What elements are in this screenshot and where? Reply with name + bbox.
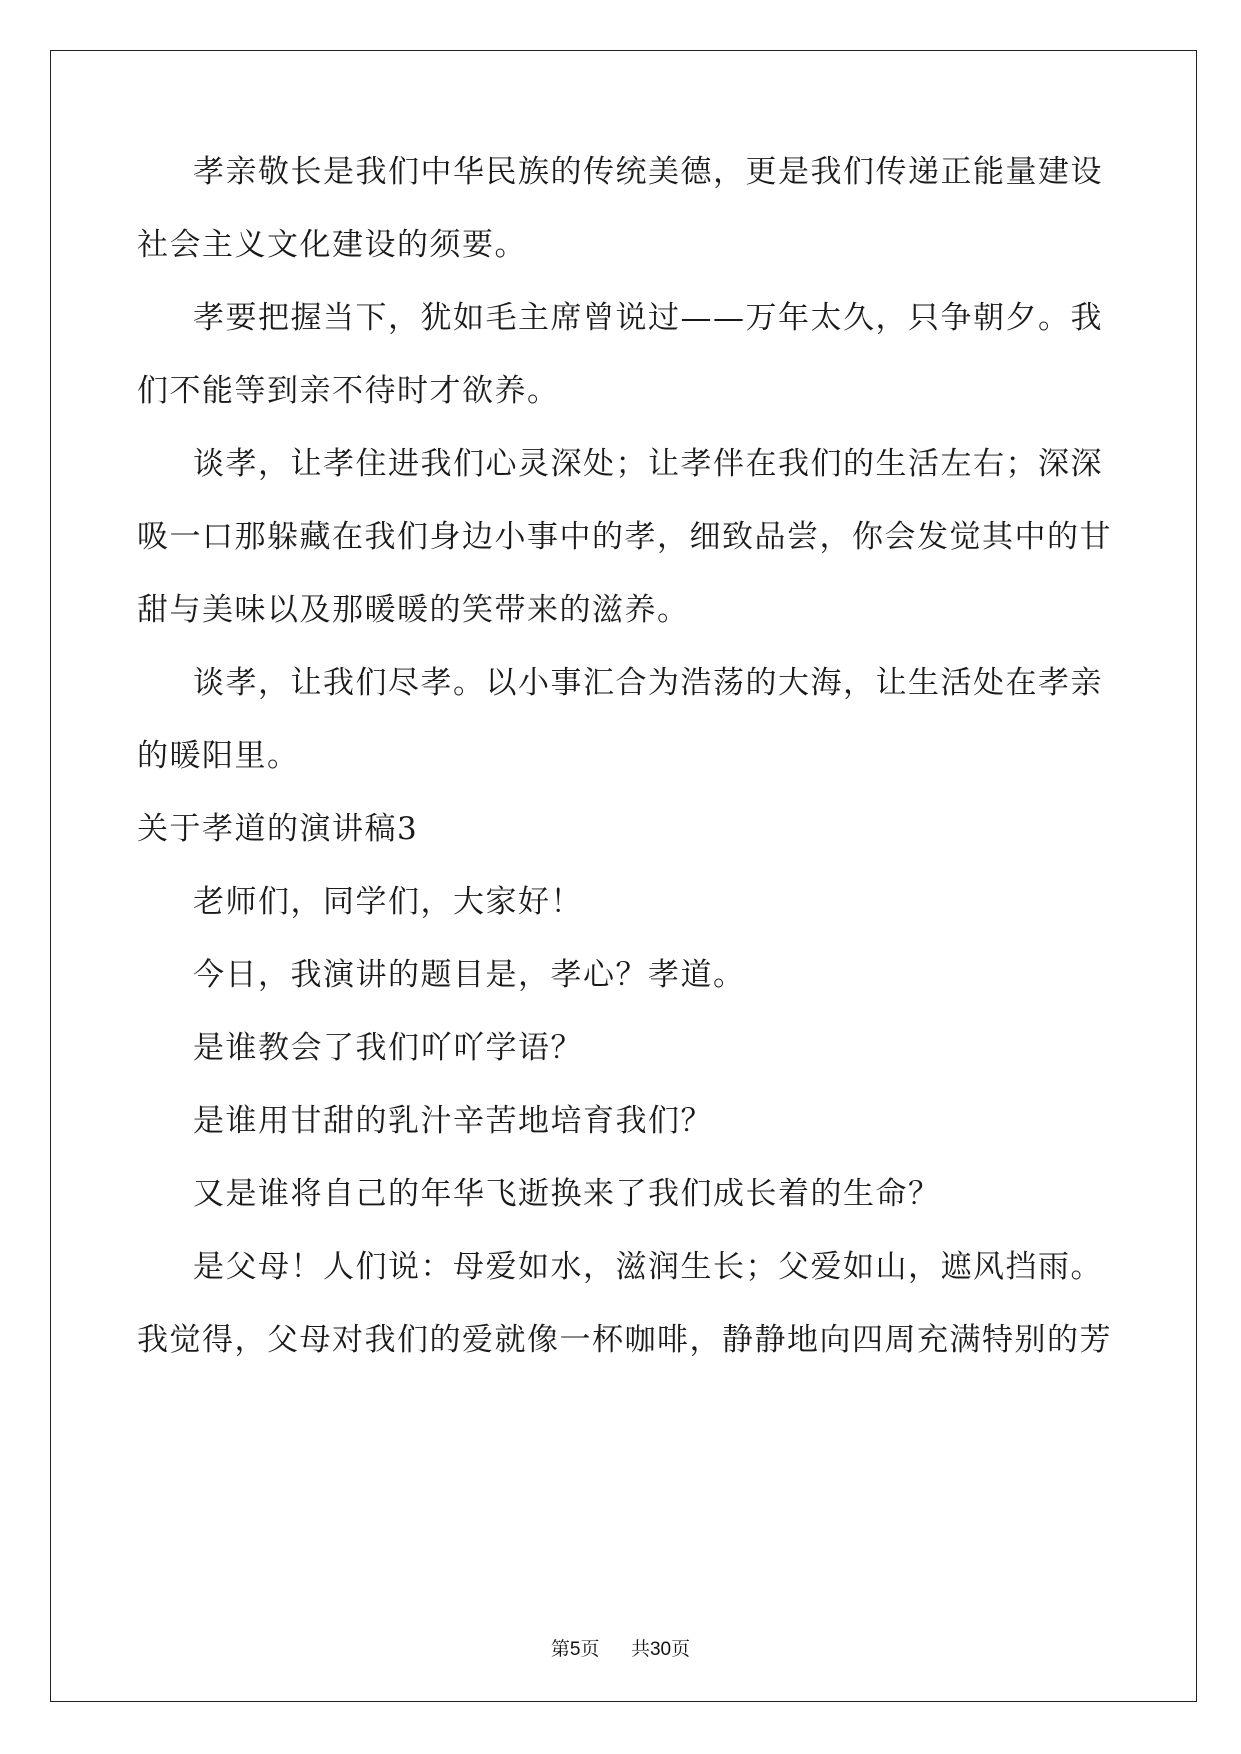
paragraph-line: 们不能等到亲不待时才欲养。 [137,373,560,409]
paragraph-line: 又是谁将自己的年华飞逝换来了我们成长着的生命？ [193,1176,941,1212]
paragraph-line: 我觉得，父母对我们的爱就像一杯咖啡，静静地向四周充满特别的芳 [137,1322,1112,1358]
page-total-number: 30 [649,1639,672,1660]
paragraph-line: 孝要把握当下，犹如毛主席曾说过——万年太久，只争朝夕。我 [193,300,1103,336]
page-prefix: 第 [550,1639,570,1660]
paragraph-line: 的暖阳里。 [137,738,300,774]
paragraph-line: 谈孝，让我们尽孝。以小事汇合为浩荡的大海，让生活处在孝亲 [193,665,1103,701]
page-footer [0,1638,1241,1662]
paragraph-line: 孝亲敬长是我们中华民族的传统美德，更是我们传递正能量建设 [193,154,1103,190]
paragraph-line: 谈孝，让孝住进我们心灵深处；让孝伴在我们的生活左右；深深 [193,446,1103,482]
section-heading: 关于孝道的演讲稿3 [137,811,419,847]
paragraph-line: 是谁用甘甜的乳汁辛苦地培育我们？ [193,1103,713,1139]
page-current-number: 5 [569,1639,581,1660]
paragraph-line: 老师们，同学们，大家好！ [193,884,583,920]
paragraph-line: 是谁教会了我们吖吖学语？ [193,1030,583,1066]
paragraph-line: 社会主义文化建设的须要。 [137,227,527,263]
paragraph-line: 甜与美味以及那暖暖的笑带来的滋养。 [137,592,690,628]
paragraph-line: 今日，我演讲的题目是，孝心？孝道。 [193,957,746,993]
total-prefix: 共 [630,1639,650,1660]
page-suffix: 页 [580,1639,600,1660]
paragraph-line: 是父母！人们说：母爱如水，滋润生长；父爱如山，遮风挡雨。 [193,1249,1103,1285]
paragraph-line: 吸一口那躲藏在我们身边小事中的孝，细致品尝，你会发觉其中的甘 [137,519,1112,555]
total-suffix: 页 [671,1639,691,1660]
